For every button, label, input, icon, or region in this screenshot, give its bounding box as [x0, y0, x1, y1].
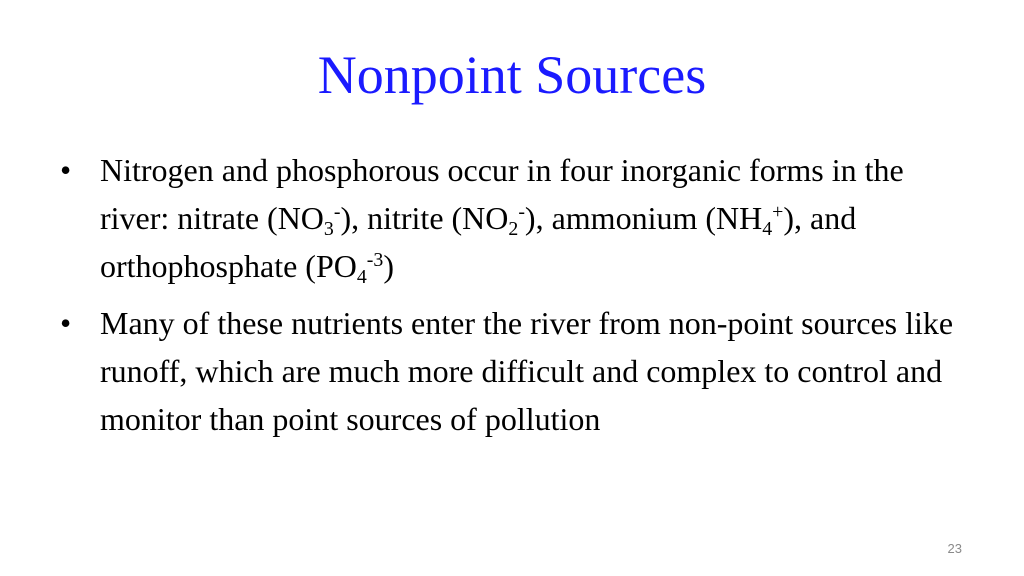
bullet-item-nonpoint-nutrients: [60, 299, 980, 443]
superscript: -: [333, 201, 341, 224]
subscript: 3: [323, 218, 334, 241]
page-number: 23: [947, 541, 962, 556]
slide-title: Nonpoint Sources: [317, 45, 707, 105]
text-run: ), nitrite (NO: [340, 200, 509, 236]
text-run: ): [383, 248, 394, 284]
bullet-list: [60, 146, 980, 452]
text-run: Nitrogen and phosphorous occur in four inorganic forms in the river: nitrate (NO: [100, 152, 904, 236]
subscript: 4: [762, 218, 773, 241]
text-run: ), ammonium (NH: [524, 200, 763, 236]
subscript: 4: [356, 266, 367, 289]
bullet-item-inorganic-forms: [60, 146, 980, 290]
text-run: ), and orthophosphate (PO: [100, 200, 857, 284]
bullet-marker: •: [60, 305, 72, 341]
superscript: +: [772, 201, 784, 224]
superscript: -3: [366, 249, 384, 272]
bullet-text: [100, 152, 904, 289]
subscript: 2: [508, 218, 519, 241]
bullet-marker: •: [60, 152, 72, 188]
bullet-text: Many of these nutrients enter the river from non-point sources like runoff, which are much more difficult and complex to control and monitor than point sources of pollution: [100, 305, 954, 437]
superscript: -: [518, 201, 525, 224]
